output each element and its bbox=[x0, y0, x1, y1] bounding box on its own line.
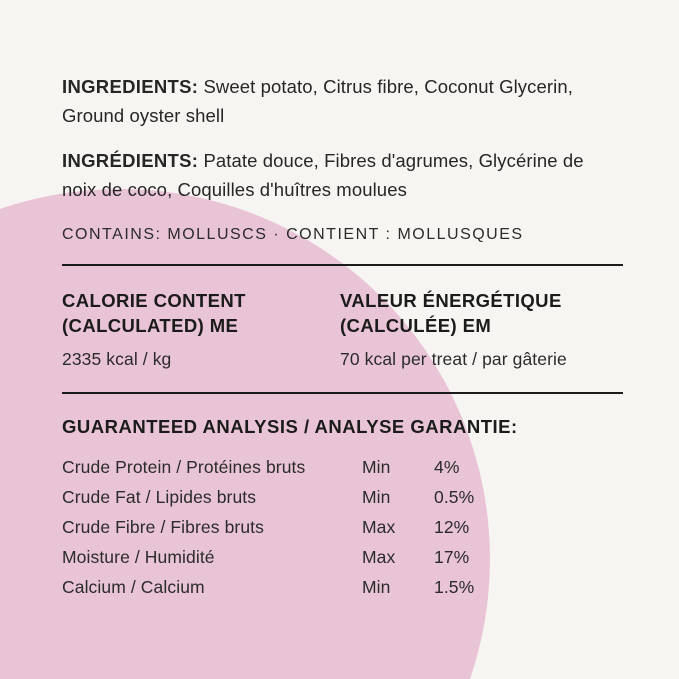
nutrient-name: Crude Protein / Protéines bruts bbox=[62, 457, 306, 477]
nutrient-limit: Min bbox=[362, 457, 391, 477]
table-row bbox=[62, 452, 502, 482]
nutrient-limit: Min bbox=[362, 487, 391, 507]
ingredients-french-label: INGRÉDIENTS: bbox=[62, 150, 199, 171]
ingredients-english-line bbox=[62, 72, 623, 130]
nutrient-name: Crude Fibre / Fibres bruts bbox=[62, 517, 264, 537]
guaranteed-analysis-table bbox=[62, 452, 502, 602]
calorie-content-section bbox=[62, 266, 623, 392]
contains-allergen-statement: CONTAINS: MOLLUSCS · CONTIENT : MOLLUSQUES bbox=[62, 226, 524, 243]
nutrient-limit: Min bbox=[362, 577, 391, 597]
guaranteed-analysis-title: GUARANTEED ANALYSIS / ANALYSE GARANTIE: bbox=[62, 416, 518, 437]
ingredients-french bbox=[62, 146, 623, 204]
nutrient-limit: Max bbox=[362, 517, 396, 537]
ingredients-french-line bbox=[62, 146, 623, 204]
ingredients-english-text: Sweet potato, Citrus fibre, Coconut Glycerin, Ground oyster shell bbox=[62, 76, 573, 126]
nutrient-name: Calcium / Calcium bbox=[62, 577, 205, 597]
ingredients-english-label: INGREDIENTS: bbox=[62, 76, 199, 97]
table-row bbox=[62, 572, 502, 602]
nutrient-value: 17% bbox=[434, 547, 470, 567]
nutrient-limit: Max bbox=[362, 547, 396, 567]
ingredients-english bbox=[62, 72, 623, 130]
nutrient-value: 0.5% bbox=[434, 487, 475, 507]
ingredients-french-text: Patate douce, Fibres d'agrumes, Glycérine de noix de coco, Coquilles d'huîtres moulues bbox=[62, 150, 584, 200]
nutrient-value: 12% bbox=[434, 517, 470, 537]
table-row bbox=[62, 542, 502, 572]
nutrient-value: 1.5% bbox=[434, 577, 475, 597]
calorie-french-title: VALEUR ÉNERGÉTIQUE (CALCULÉE) EM bbox=[340, 290, 562, 336]
calorie-french-column bbox=[340, 288, 640, 372]
nutrient-name: Crude Fat / Lipides bruts bbox=[62, 487, 257, 507]
calorie-french-value: 70 kcal per treat / par gâterie bbox=[340, 349, 567, 369]
divider-bottom bbox=[62, 392, 623, 394]
table-row bbox=[62, 512, 502, 542]
table-row bbox=[62, 482, 502, 512]
calorie-english-value: 2335 kcal / kg bbox=[62, 349, 172, 369]
calorie-english-title: CALORIE CONTENT (CALCULATED) ME bbox=[62, 290, 246, 336]
nutrient-name: Moisture / Humidité bbox=[62, 547, 215, 567]
nutrient-value: 4% bbox=[434, 457, 460, 477]
calorie-english-column bbox=[62, 288, 340, 372]
